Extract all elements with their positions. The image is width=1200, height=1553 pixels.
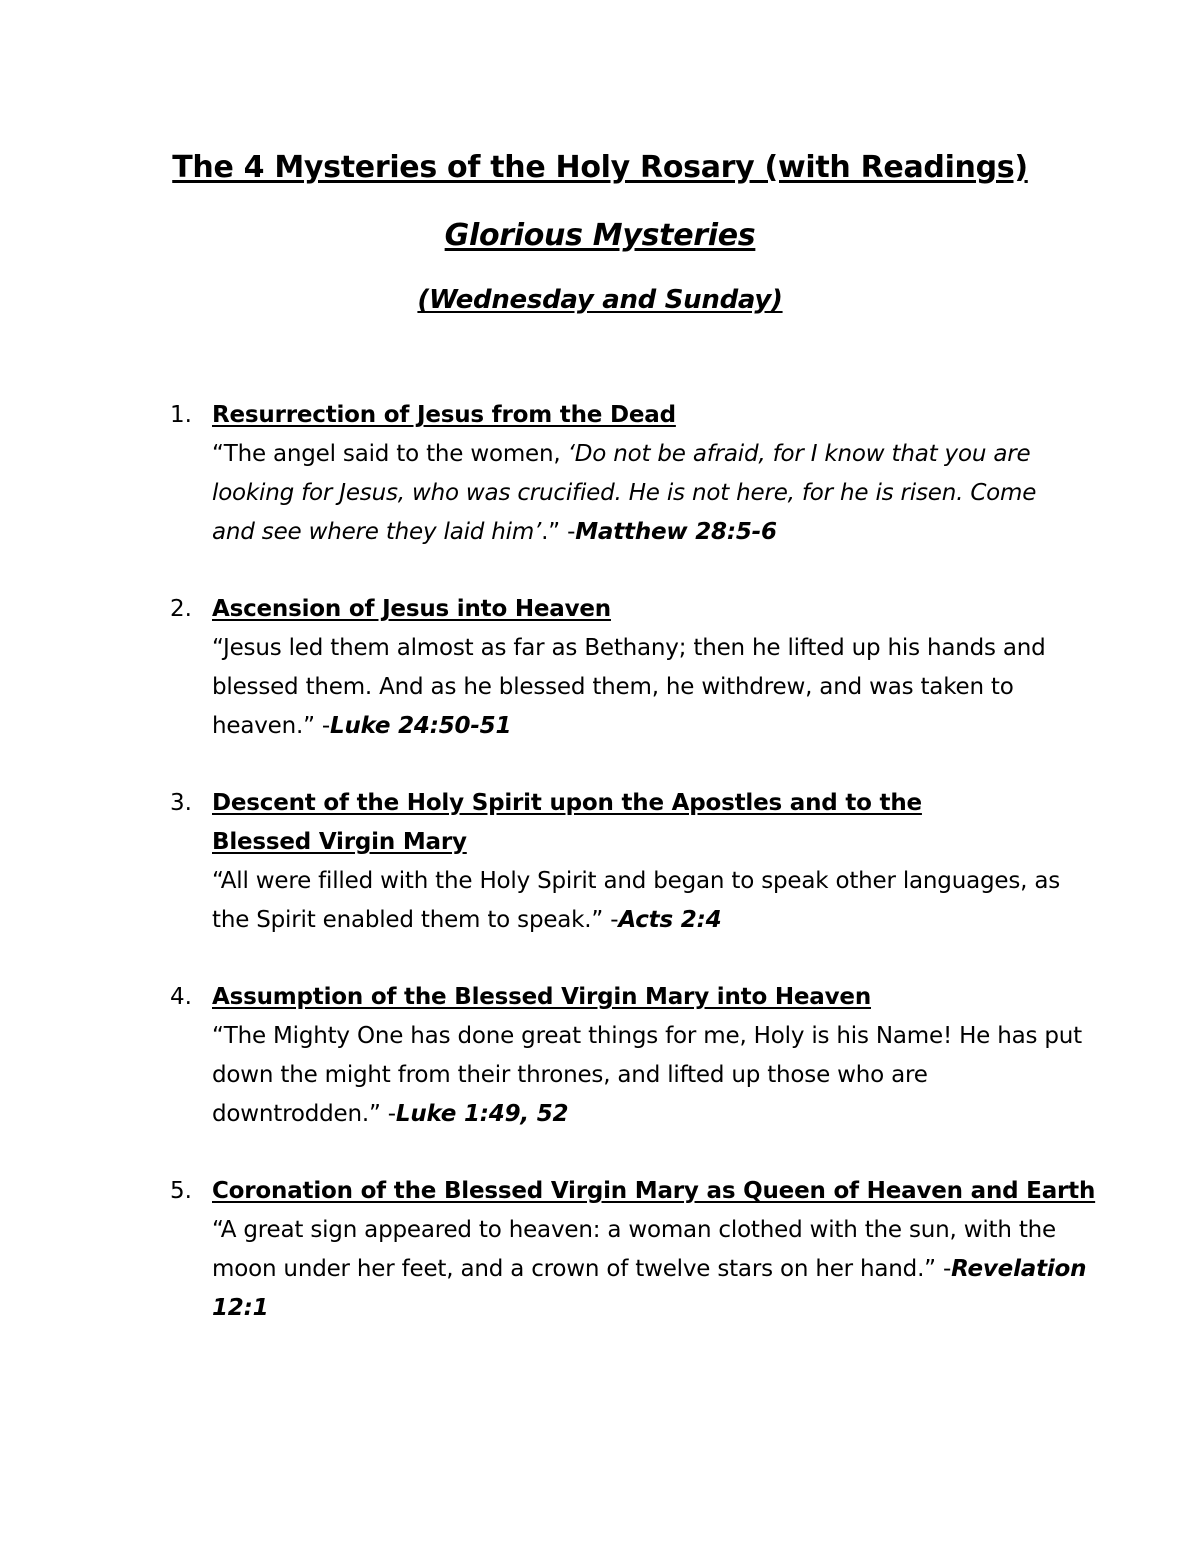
mystery-heading: Descent of the Holy Spirit upon the Apostles and to the Blessed Virgin Mary xyxy=(212,790,922,855)
quote-citation: Matthew 28:5-6 xyxy=(575,519,777,545)
mystery-number: 3. xyxy=(170,790,192,816)
mystery-quote xyxy=(212,1017,1082,1134)
mystery-body xyxy=(212,590,1082,746)
mystery-quote xyxy=(212,1211,1112,1328)
mystery-heading: Coronation of the Blessed Virgin Mary as Queen of Heaven and Earth xyxy=(212,1178,1096,1204)
mystery-heading: Assumption of the Blessed Virgin Mary into Heaven xyxy=(212,984,871,1010)
quote-text: “Jesus led them almost as far as Bethany; then he lifted up his hands and blessed them. And as he blessed them, he withdrew, and was taken to heaven.” - xyxy=(212,635,1046,739)
mystery-body xyxy=(212,1172,1112,1328)
quote-text: “A great sign appeared to heaven: a woman clothed with the sun, with the moon under her feet, and a crown of twelve stars on her hand.” - xyxy=(212,1217,1056,1282)
mystery-number: 4. xyxy=(170,984,192,1010)
quote-citation: Revelation 12:1 xyxy=(212,1256,1087,1321)
quote-close: .” - xyxy=(541,519,576,545)
document-title: The 4 Mysteries of the Holy Rosary (with Readings) xyxy=(172,150,1028,185)
quote-italic: ‘Do not be afraid, for I know that you are looking for Jesus, who was crucified. He is not here, for he is risen. Come and see where they laid him’ xyxy=(212,441,1037,545)
mystery-heading: Resurrection of Jesus from the Dead xyxy=(212,402,676,428)
mystery-body xyxy=(212,784,1061,940)
mystery-quote xyxy=(212,862,1082,940)
mystery-quote xyxy=(212,435,1082,552)
quote-citation: Acts 2:4 xyxy=(618,907,722,933)
mystery-body xyxy=(212,396,1082,552)
mystery-body xyxy=(212,978,1082,1134)
quote-citation: Luke 24:50-51 xyxy=(330,713,512,739)
quote-open: “The angel said to the women, xyxy=(212,441,568,467)
quote-text: “The Mighty One has done great things for me, Holy is his Name! He has put down the might from their thrones, and lifted up those who are downtrodden.” - xyxy=(212,1023,1082,1127)
quote-text: “All were filled with the Holy Spirit and began to speak other languages, as the Spirit enabled them to speak.” - xyxy=(212,868,1061,933)
document-subtitle: Glorious Mysteries xyxy=(444,218,756,253)
mystery-number: 5. xyxy=(170,1178,192,1204)
mystery-heading: Ascension of Jesus into Heaven xyxy=(212,596,611,622)
mystery-number: 2. xyxy=(170,596,192,622)
mystery-quote xyxy=(212,629,1082,746)
mystery-number: 1. xyxy=(170,402,192,428)
document-days: (Wednesday and Sunday) xyxy=(417,285,783,315)
quote-citation: Luke 1:49, 52 xyxy=(395,1101,569,1127)
